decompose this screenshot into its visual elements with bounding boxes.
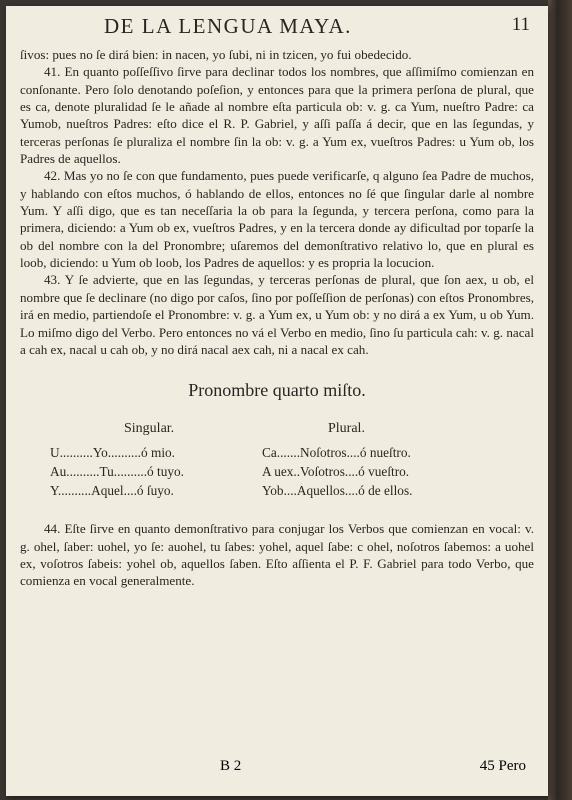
page-footer xyxy=(20,758,534,780)
paradigm-row xyxy=(20,483,534,502)
plural-form: Yob....Aquellos....ó de ellos. xyxy=(262,483,413,499)
section-title: Pronombre quarto miſto. xyxy=(188,380,366,401)
page-content xyxy=(20,12,534,590)
singular-form: U..........Yo..........ó mio. xyxy=(50,445,175,461)
paradigm-row xyxy=(20,464,534,483)
singular-form: Y..........Aquel....ó ſuyo. xyxy=(50,483,174,499)
paragraph-44: 44. Eſte ſirve en quanto demonſtrativo para conjugar los Verbos que comienzan en vocal: v. g. ohel, ſaber: uohel, yo ſe: auohel, tu ſabes: yohel, aquel ſabe: c ohel, noſotros ſabemos: a uohel ex, voſotros ſabeis: yohel ob, aquellos ſaben. Eſto aſſienta el P. F. Gabriel para todo Verbo, que comienza en vocal generalmente. xyxy=(20,521,534,589)
running-head: DE LA LENGUA MAYA. xyxy=(104,14,352,38)
singular-label: Singular. xyxy=(124,421,175,437)
paragraph-43: 43. Y ſe advierte, que en las ſegundas, y terceras perſonas de plural, que ſon aex, u ob, el nombre que ſe declinare (no digo por caſos, ſino por poſſeſſion de perſonas) con eſtos Pronombres, irá en medio, partiendoſe el Pronombre: v. g. a Yum ex, u Yum ob: y no dirá a ex Yum, u ob Yum. Lo miſmo digo del Verbo. Pero entonces no vá el Verbo en medio, ſino ſu particula cah: v. g. nacal a cah ex, nacal u cah ob, y no dirá nacal aex cah, ni a nacal ex cah. xyxy=(20,272,534,357)
paragraph-41: 41. En quanto poſſeſſivo ſirve para declinar todos los nombres, que aſſimiſmo comienzan en conſonante. Pero ſolo denotando poſeſion, y entonces para que la primera perſona de plural, que es ca, denote pluralidad ſe le añade al nombre eſta particula ob: v. g. ca Yum, nueſtro Padre: ca Yumob, nueſtros Padres: eſto dice el R. P. Gabriel, y aſſi paſſa á decir, que en las ſegundas, y terceras perſonas ſe pluraliza el nombre ſin la ob: v. g. a Yum ex, vueſtros Padres: u Yum ob, los Padres de aquellos. xyxy=(20,64,534,167)
paragraph-continuation: ſivos: pues no ſe dirá bien: in nacen, yo ſubi, ni in tzicen, yo fui obedecido. xyxy=(20,47,412,62)
singular-form: Au..........Tu..........ó tuyo. xyxy=(50,464,184,480)
plural-form: Ca.......Noſotros....ó nueſtro. xyxy=(262,445,411,461)
catchword: 45 Pero xyxy=(479,758,526,774)
paradigm-row xyxy=(20,445,534,464)
plural-label: Plural. xyxy=(328,421,365,437)
book-page xyxy=(6,6,548,796)
signature-mark: B 2 xyxy=(220,758,242,774)
paragraph-42: 42. Mas yo no ſe con que fundamento, pues puede verificarſe, q alguno ſea Padre de muchos, y hablando con eſtos muchos, ó hablando de ellos, entonces no ſé que ſingular darle al nombre Yum. Y aſſi digo, que es tan neceſſaria la ob para la ſegunda, y tercera perſona, como para la primera, diciendo: a Yum ob ex, vueſtros Padres, y en la tercera donde ay dificultad por toparſe la ob del nombre con la del Pronombre; uſaremos del demonſtrativo relativo lo, que en plural es loob, diciendo: u Yum ob loob, los Padres de aquellos: y es propria la locucion. xyxy=(20,168,534,271)
book-edge xyxy=(548,0,572,800)
page-header xyxy=(20,12,534,46)
page-number: 11 xyxy=(511,14,530,35)
plural-form: A uex..Voſotros....ó vueſtro. xyxy=(262,464,410,480)
paradigm-header xyxy=(20,421,534,445)
